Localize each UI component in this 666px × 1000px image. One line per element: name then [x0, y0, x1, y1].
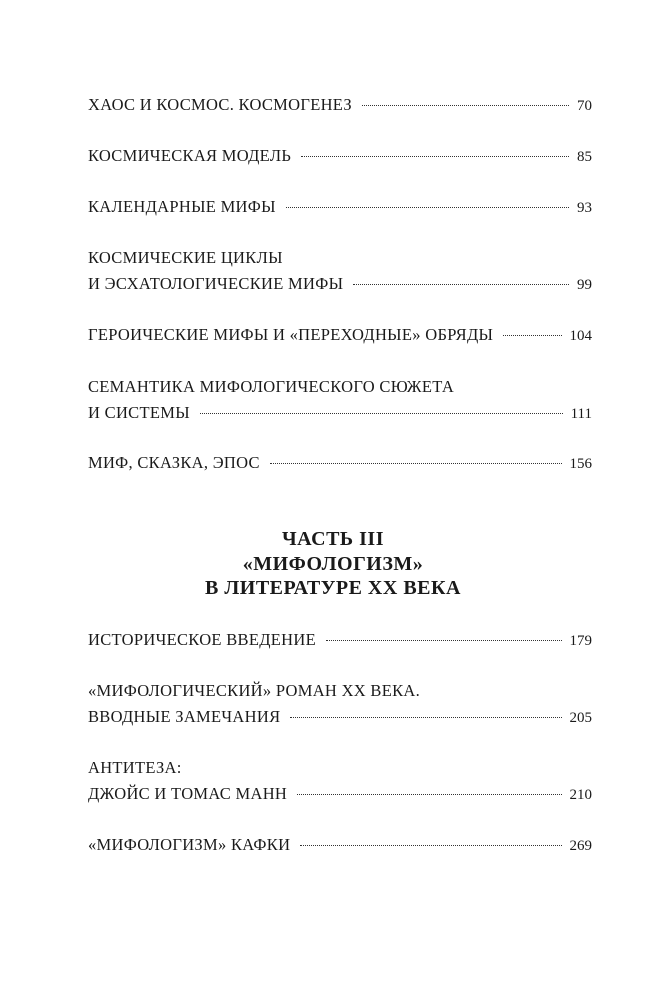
- dot-leader: [297, 794, 561, 795]
- toc-entry-title: МИФ, СКАЗКА, ЭПОС: [88, 453, 260, 472]
- dot-leader: [353, 284, 569, 285]
- toc-entry[interactable]: [88, 194, 592, 221]
- toc-page-number: 104: [569, 328, 592, 344]
- toc-page-number: 205: [569, 710, 592, 726]
- toc-entry-title: ХАОС И КОСМОС. КОСМОГЕНЕЗ: [88, 95, 352, 114]
- toc-entry-title-line: «МИФОЛОГИЧЕСКИЙ» РОМАН XX ВЕКА.: [88, 681, 421, 700]
- dot-leader: [300, 845, 561, 846]
- dot-leader: [270, 463, 562, 464]
- toc-entry[interactable]: [88, 627, 592, 654]
- toc-entry[interactable]: [88, 755, 592, 808]
- dot-leader: [286, 207, 569, 208]
- toc-entry[interactable]: [88, 678, 592, 731]
- part-subtitle: В ЛИТЕРАТУРЕ XX ВЕКА: [205, 577, 461, 599]
- toc-page-number: 93: [577, 200, 592, 216]
- dot-leader: [503, 335, 561, 336]
- dot-leader: [290, 717, 561, 718]
- toc-entry[interactable]: [88, 143, 592, 170]
- toc-entry[interactable]: [88, 450, 592, 477]
- toc-entry[interactable]: [88, 374, 592, 427]
- toc-page-number: 156: [569, 456, 592, 472]
- toc-entry-title: «МИФОЛОГИЗМ» КАФКИ: [88, 835, 291, 854]
- toc-entry-title: ДЖОЙС И ТОМАС МАНН: [88, 784, 288, 803]
- toc-page-number: 70: [577, 98, 592, 114]
- toc-entry-title-line: КОСМИЧЕСКИЕ ЦИКЛЫ: [88, 248, 283, 267]
- toc-entry-title: ИСТОРИЧЕСКОЕ ВВЕДЕНИЕ: [88, 630, 316, 649]
- dot-leader: [301, 156, 569, 157]
- toc-page-number: 269: [569, 838, 592, 854]
- toc-page-number: 85: [577, 149, 592, 165]
- part-heading: [0, 527, 666, 601]
- dot-leader: [362, 105, 569, 106]
- toc-entry-title-line: АНТИТЕЗА:: [88, 758, 182, 777]
- toc-entry[interactable]: [88, 245, 592, 298]
- toc-entry-title-line: СЕМАНТИКА МИФОЛОГИЧЕСКОГО СЮЖЕТА: [88, 377, 455, 396]
- toc-entry-title: И СИСТЕМЫ: [88, 403, 190, 422]
- toc-entry[interactable]: [88, 92, 592, 119]
- toc-entry-title: И ЭСХАТОЛОГИЧЕСКИЕ МИФЫ: [88, 274, 344, 293]
- toc-entry-title: КАЛЕНДАРНЫЕ МИФЫ: [88, 197, 276, 216]
- toc-entry[interactable]: [88, 322, 592, 349]
- toc-entry-title: ГЕРОИЧЕСКИЕ МИФЫ И «ПЕРЕХОДНЫЕ» ОБРЯДЫ: [88, 325, 494, 344]
- toc-page-number: 210: [569, 787, 592, 803]
- toc-page-number: 111: [570, 406, 592, 422]
- toc-entry[interactable]: [88, 832, 592, 859]
- part-title: «МИФОЛОГИЗМ»: [242, 552, 424, 575]
- dot-leader: [200, 413, 563, 414]
- toc-entry-title: ВВОДНЫЕ ЗАМЕЧАНИЯ: [88, 707, 281, 726]
- toc-entry-title: КОСМИЧЕСКАЯ МОДЕЛЬ: [88, 146, 292, 165]
- part-number: ЧАСТЬ III: [282, 528, 384, 550]
- dot-leader: [326, 640, 562, 641]
- toc-page-number: 99: [577, 277, 592, 293]
- toc-page-number: 179: [569, 633, 592, 649]
